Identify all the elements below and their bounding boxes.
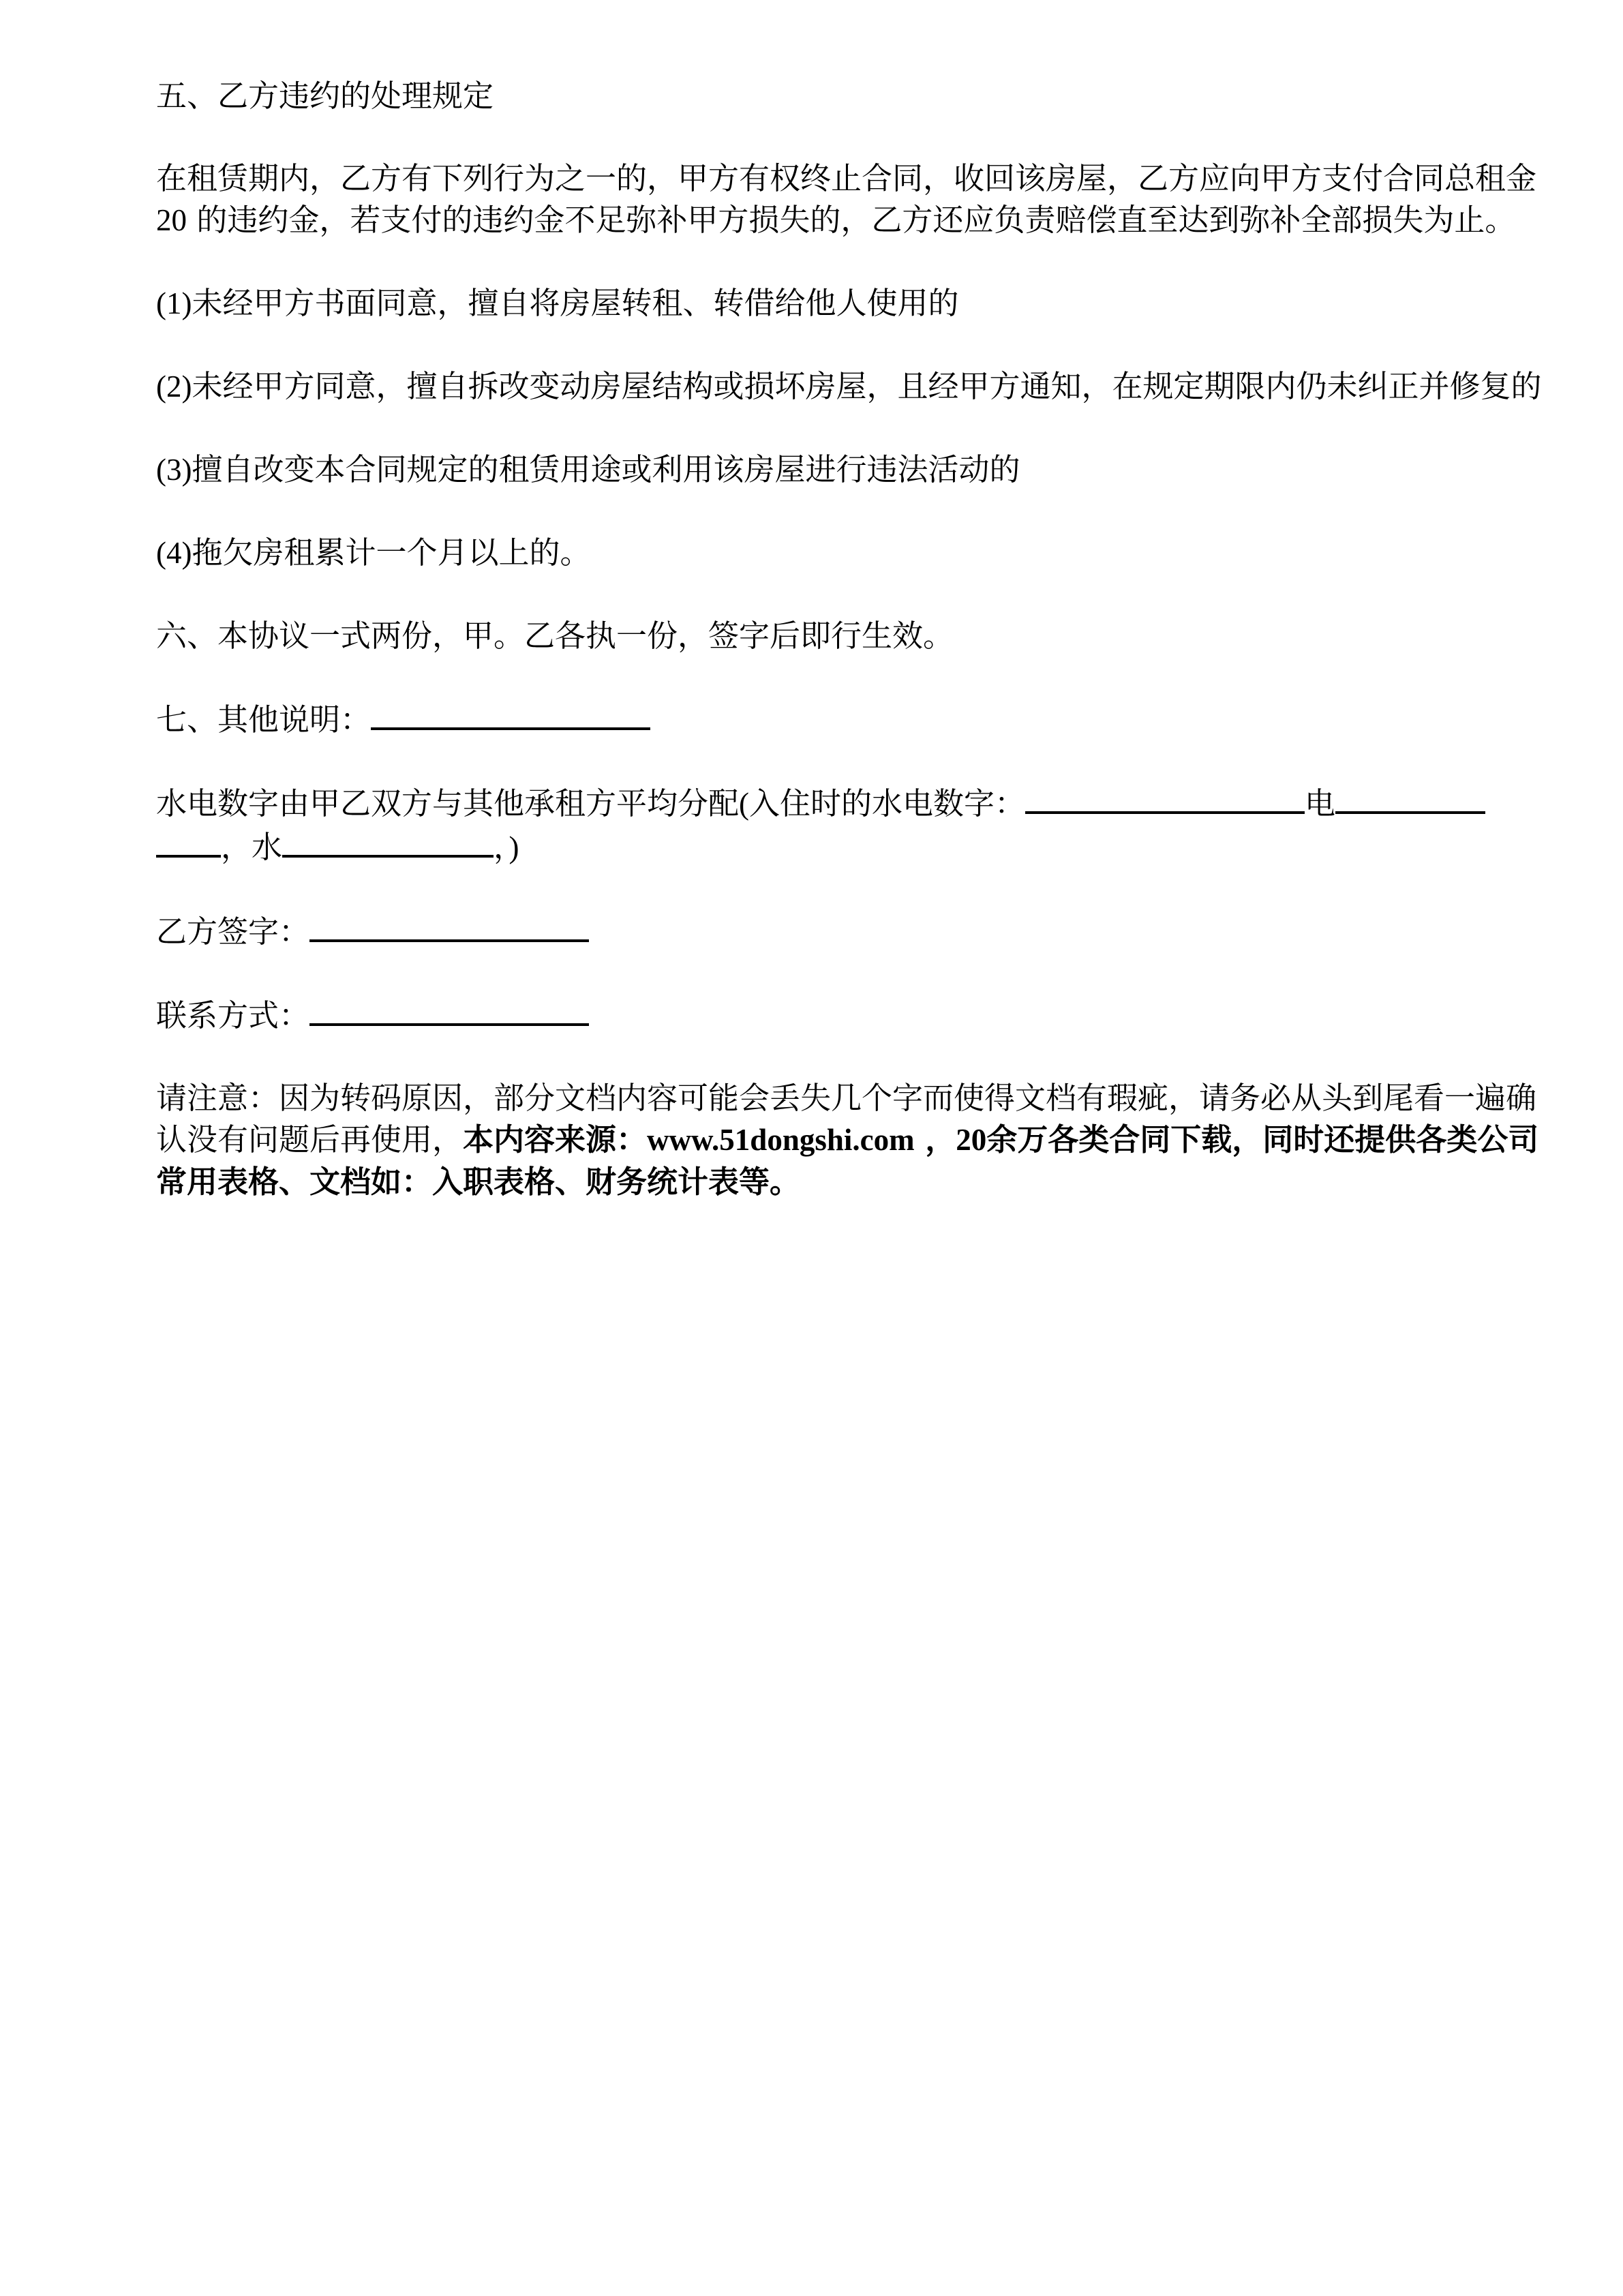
contract-count: 20 <box>956 1123 987 1157</box>
meter-reading-blank[interactable] <box>1025 781 1305 814</box>
other-notes-blank[interactable] <box>371 697 650 730</box>
penalty-rate: 20 <box>156 203 187 237</box>
source-url: www.51dongshi.com <box>647 1123 915 1157</box>
breach-item-2 <box>156 365 1547 408</box>
section-7-label: 七、其他说明： <box>156 701 371 738</box>
item-text: 未经甲方书面同意，擅自将房屋转租、转借给他人使用的 <box>192 285 959 321</box>
document-page <box>156 75 1547 1243</box>
utilities-paragraph <box>156 781 1547 868</box>
breach-item-4 <box>156 532 1547 574</box>
paren-close: ) <box>509 830 519 864</box>
reading-label: 入住时的水电数字： <box>749 785 1026 821</box>
party-b-signature-blank[interactable] <box>309 909 589 942</box>
item-number: (1) <box>156 286 192 320</box>
section-5-intro-text-a: 在租赁期内，乙方有下列行为之一的，甲方有权终止合同，收回该房屋，乙方应向甲方支付合同总租金 <box>156 160 1537 196</box>
comma-a: ， <box>221 829 252 865</box>
item-text: 擅自改变本合同规定的租赁用途或利用该房屋进行违法活动的 <box>192 451 1020 487</box>
contact-blank[interactable] <box>309 993 589 1026</box>
party-b-signature-label: 乙方签字： <box>156 913 310 950</box>
item-number: (3) <box>156 453 192 487</box>
section-5-intro <box>156 157 1547 241</box>
section-7 <box>156 697 1547 740</box>
section-6: 六、本协议一式两份，甲。乙各执一份，签字后即行生效。 <box>156 618 954 654</box>
notice-bold-tail: 余万各类合同下载，同时还提供各类公司常用表格、文档如：入职表格、财务统计表等。 <box>156 1121 1539 1200</box>
electric-reading-blank-continued[interactable] <box>156 825 221 858</box>
breach-item-1 <box>156 282 1547 324</box>
contact-info <box>156 993 1547 1036</box>
breach-item-3 <box>156 449 1547 491</box>
paren-open: ( <box>739 787 750 821</box>
electric-label: 电 <box>1305 785 1336 821</box>
item-number: (2) <box>156 369 192 404</box>
notice-paragraph <box>156 1077 1547 1203</box>
party-b-signature <box>156 909 1547 952</box>
item-number: (4) <box>156 536 192 570</box>
item-text: 未经甲方同意，擅自拆改变动房屋结构或损坏房屋，且经甲方通知，在规定期限内仍未纠正并修复的 <box>192 368 1542 404</box>
utilities-prefix: 水电数字由甲乙双方与其他承租方平均分配 <box>156 785 740 821</box>
water-reading-blank[interactable] <box>282 825 494 858</box>
source-label: 本内容来源： <box>463 1121 648 1158</box>
item-text: 拖欠房租累计一个月以上的。 <box>192 534 591 571</box>
electric-reading-blank[interactable] <box>1335 781 1485 814</box>
contact-label: 联系方式： <box>156 997 310 1033</box>
comma-b: ， <box>494 829 509 865</box>
section-5-intro-text-b: 的违约金，若支付的违约金不足弥补甲方损失的，乙方还应负责赔偿直至达到弥补全部损失为止。 <box>196 202 1516 238</box>
notice-gap: ， <box>914 1121 956 1158</box>
notice-text: 请注意：因为转码原因，部分文档内容可能会丢失几个字而使得文档有瑕疵，请务必从头到尾看一遍确认没有问题后再使用， <box>156 1080 1537 1158</box>
section-5-heading: 五、乙方违约的处理规定 <box>156 78 494 114</box>
water-label: 水 <box>252 829 283 865</box>
